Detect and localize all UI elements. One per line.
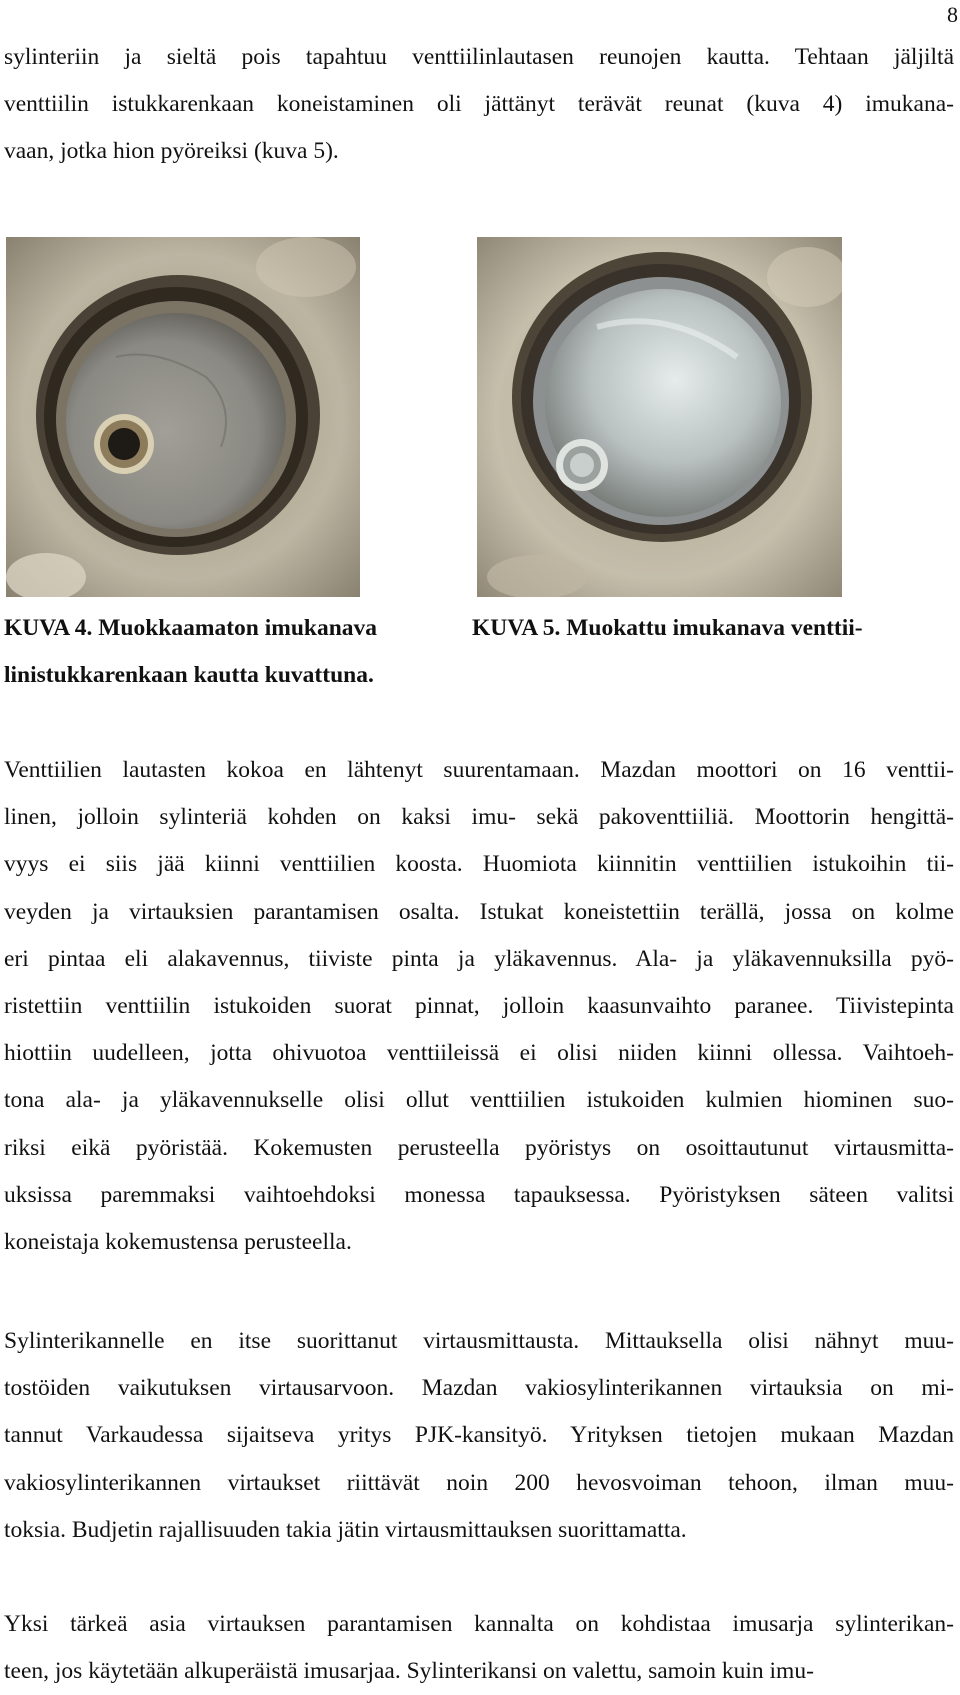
paragraph-intro [4,34,954,176]
text-line: riksi eikä pyöristää. Kokemusten perusteella pyöristys on osoittautunut virtausmitta- [4,1134,954,1161]
text-line: Yksi tärkeä asia virtauksen parantamisen kannalta on kohdistaa imusarja sylinterikan- [4,1611,954,1637]
photo-kuva-5 [477,237,842,597]
text-line: venttiilin istukkarenkaan koneistaminen oli jättänyt terävät reunat (kuva 4) imukana- [4,91,954,118]
caption-continuation: linistukkarenkaan kautta kuvattuna. [4,662,374,688]
text-line: Sylinterikannelle en itse suorittanut virtausmittausta. Mittauksella olisi nähnyt muu- [4,1328,954,1354]
figure-captions [4,605,954,699]
text-line: sylinteriin ja sieltä pois tapahtuu venttiilinlautasen reunojen kautta. Tehtaan jäljiltä [4,44,954,70]
text-line: vaan, jotka hion pyöreiksi (kuva 5). [4,138,339,165]
text-line: tona ala- ja yläkavennukselle olisi ollut venttiilien istukoiden kulmien hiominen suo- [4,1087,954,1114]
paragraph-intake-manifold [4,1601,954,1695]
page-number: 8 [947,2,958,27]
text-line: koneistaja kokemustensa perusteella. [4,1229,352,1256]
text-line: hiottiin uudelleen, jotta ohivuotoa venttiileissä ei olisi niiden kiinni ollessa. Vaihtoeh- [4,1040,954,1067]
text-line: linen, jolloin sylinteriä kohden on kaksi imu- sekä pakoventtiiliä. Moottorin hengittä- [4,804,954,831]
paragraph-flow-measurement [4,1318,954,1554]
text-line: uksissa paremmaksi vaihtoehdoksi monessa tapauksessa. Pyöristyksen säteen valitsi [4,1181,954,1208]
caption-kuva-4: KUVA 4. Muokkaamaton imukanava [4,615,378,641]
text-line: Venttiilien lautasten kokoa en lähtenyt suurentamaan. Mazdan moottori on 16 venttii- [4,757,954,783]
paragraph-valve-seats [4,747,954,1266]
text-line: ristettiin venttiilin istukoiden suorat pinnat, jolloin kaasunvaihto paranee. Tiivistepinta [4,993,954,1020]
unmodified-intake-port-image [6,237,360,597]
photo-kuva-4 [6,237,360,597]
text-line: tostöiden vaikutuksen virtausarvoon. Mazdan vakiosylinterikannen virtauksia on mi- [4,1375,954,1402]
caption-kuva-5: KUVA 5. Muokattu imukanava venttii- [472,615,863,641]
text-line: toksia. Budjetin rajallisuuden takia jätin virtausmittauksen suorittamatta. [4,1516,687,1543]
text-line: vyys ei siis jää kiinni venttiilien koosta. Huomiota kiinnitin venttiilien istukoihin tii- [4,851,954,878]
text-line: veyden ja virtauksien parantamisen osalta. Istukat koneistettiin terällä, jossa on kolme [4,898,954,925]
modified-intake-port-image [477,237,842,597]
text-line: tannut Varkaudessa sijaitseva yritys PJK-kansityö. Yrityksen tietojen mukaan Mazdan [4,1422,954,1449]
text-line: vakiosylinterikannen virtaukset riittävät noin 200 hevosvoiman tehoon, ilman muu- [4,1469,954,1496]
text-line: eri pintaa eli alakavennus, tiiviste pinta ja yläkavennus. Ala- ja yläkavennuksilla pyö- [4,945,954,972]
text-line: teen, jos käytetään alkuperäistä imusarjaa. Sylinterikansi on valettu, samoin kuin imu- [4,1658,814,1685]
